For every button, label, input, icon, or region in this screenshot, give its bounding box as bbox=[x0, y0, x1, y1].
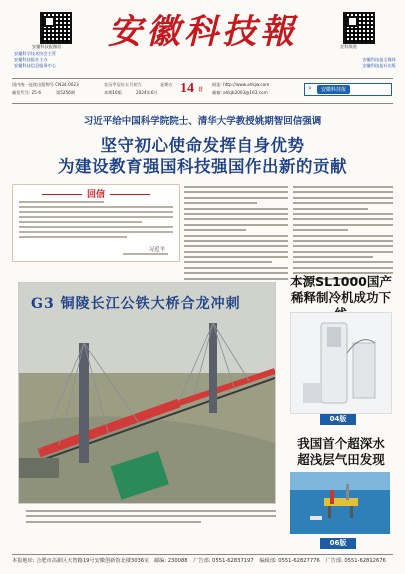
story-2-headline-1: 我国首个超深水 bbox=[297, 436, 385, 451]
footer-ad-phone: 广告部: 0551-62837197 bbox=[193, 558, 254, 564]
photo-title: G3 铜陵长江公铁大桥合龙冲刺 bbox=[31, 296, 241, 312]
right-info-2: 安徽科技报社出版 bbox=[362, 63, 396, 68]
right-info-1: 安徽科技报全媒体 bbox=[362, 57, 396, 62]
day-suffix: 日 bbox=[198, 87, 204, 93]
offshore-platform-illustration bbox=[290, 472, 390, 534]
website[interactable]: 网址: http://www.ahkjw.com bbox=[212, 82, 270, 87]
right-qr-caption: 农科频道 bbox=[340, 44, 357, 49]
letter-date-lines bbox=[123, 253, 173, 258]
letter-body-lines bbox=[19, 201, 173, 241]
footer-ad2-phone: 广告部: 0551-62812676 bbox=[325, 558, 386, 564]
wechat-qr-code bbox=[40, 12, 72, 44]
left-info-1: 安徽科学技术协会主管 bbox=[14, 51, 56, 56]
newspaper-masthead: 安徽科技報 bbox=[108, 12, 298, 52]
issue-number: 第5256期 bbox=[56, 90, 76, 95]
footer-edit-phone: 编辑部: 0551-62827776 bbox=[259, 558, 320, 564]
search-box[interactable] bbox=[304, 83, 392, 96]
lead-kicker: 习近平给中国科学院院士、清华大学教授姚期智回信强调 bbox=[83, 116, 322, 127]
bridge-illustration bbox=[19, 283, 275, 503]
publication-day: 14 bbox=[180, 81, 194, 96]
footer-zip: 邮编: 230088 bbox=[153, 558, 188, 564]
story-2-headline-2: 超浅层气田发现 bbox=[297, 452, 385, 467]
postal-code: 邮发代号: 25-6 bbox=[12, 90, 41, 95]
lunar-date: 农历甲辰年五月初九 bbox=[104, 82, 142, 87]
search-label: 安徽科技报 bbox=[317, 85, 350, 94]
publication-month: 2024年6月 bbox=[136, 90, 158, 95]
story-1-page-tag[interactable]: 04版 bbox=[320, 414, 356, 425]
datebar-rule bbox=[12, 103, 393, 104]
app-qr-code bbox=[343, 12, 375, 44]
lead-headline-1: 坚守初心使命发挥自身优势 bbox=[100, 136, 305, 155]
photo-caption-lines bbox=[26, 510, 276, 526]
weekday: 星期五 bbox=[160, 82, 173, 87]
masthead-rule bbox=[12, 78, 393, 79]
lead-headline-2: 为建设教育强国科技强国作出新的贡献 bbox=[58, 157, 347, 176]
bridge-photo bbox=[18, 282, 276, 504]
letter-signature: 习近平 bbox=[148, 247, 165, 253]
story-2-page-tag[interactable]: 06版 bbox=[320, 538, 356, 549]
page-count: 本期16版 bbox=[104, 90, 122, 95]
story-1-headline-1: 本源SL1000国产 bbox=[290, 274, 392, 289]
footer-address: 本报地址: 合肥市高新区天智路19号安徽创新馆北楼3036室 bbox=[12, 558, 150, 564]
footer bbox=[12, 554, 393, 567]
date-bar bbox=[12, 82, 393, 100]
lead-article-column-2 bbox=[293, 186, 393, 283]
cryostat-illustration bbox=[291, 313, 391, 413]
left-qr-caption: 安徽科技报微信 bbox=[32, 44, 62, 49]
letter-title: 回信 bbox=[13, 187, 179, 200]
lead-article-column-1 bbox=[184, 186, 288, 288]
cryostat-photo bbox=[290, 312, 392, 414]
search-icon: ⌕ bbox=[308, 84, 312, 92]
left-info-3: 安徽科技信息服务中心 bbox=[14, 63, 56, 68]
email[interactable]: 邮箱: ahkjb2003@163.com bbox=[212, 90, 268, 95]
issn: 国内统一连续出版物号 CN34-0023 bbox=[12, 82, 79, 87]
story-1-headline-2: 稀释制冷机成功下 bbox=[290, 290, 391, 305]
left-info-2: 安徽科技报社主办 bbox=[14, 57, 48, 62]
offshore-platform-photo bbox=[290, 472, 390, 534]
reply-letter-box bbox=[12, 184, 180, 262]
